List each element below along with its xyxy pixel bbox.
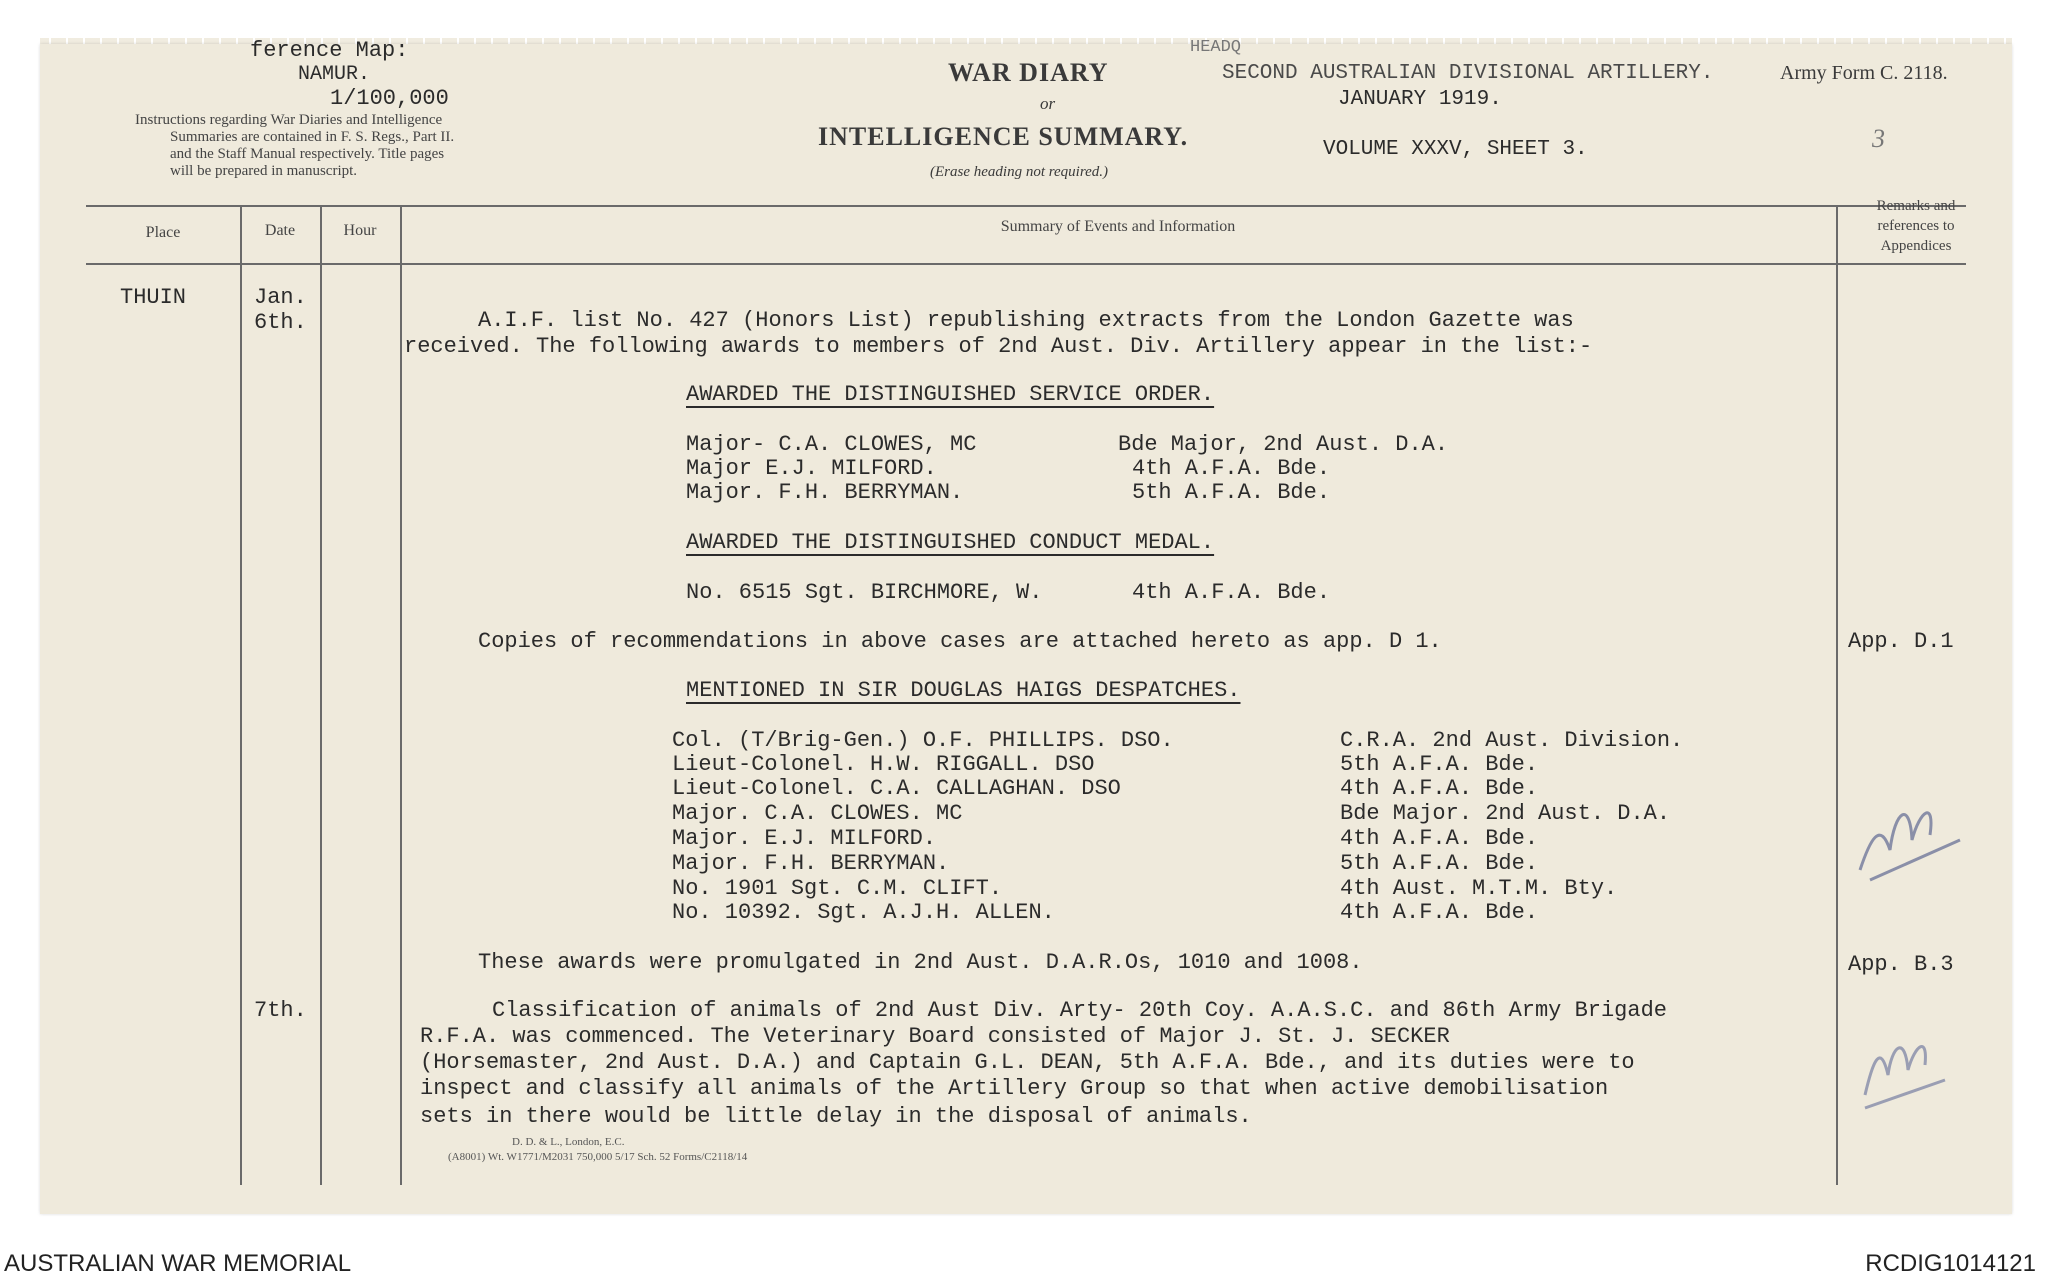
award-unit: 4th A.F.A. Bde. [1132, 456, 1331, 481]
award-unit: C.R.A. 2nd Aust. Division. [1340, 728, 1684, 753]
page-number-handwritten: 3 [1872, 124, 1885, 153]
column-header-remarks: Remarks and [1876, 198, 1956, 214]
award-name: Major. C.A. CLOWES. MC [672, 801, 963, 826]
summary-line: R.F.A. was commenced. The Veterinary Board consisted of Major J. St. J. SECKER [420, 1024, 1450, 1049]
army-form: Army Form C. 2118. [1780, 62, 1948, 84]
remark-reference: App. B.3 [1848, 952, 1954, 977]
award-name: Lieut-Colonel. C.A. CALLAGHAN. DSO [672, 776, 1121, 801]
award-name: No. 10392. Sgt. A.J.H. ALLEN. [672, 900, 1055, 925]
column-header-remarks: Appendices [1880, 238, 1952, 254]
reference-map-label: ference Map: [250, 38, 409, 63]
instructions-line: Instructions regarding War Diaries and Intelligence [135, 112, 443, 128]
award-name: Major. F.H. BERRYMAN. [672, 851, 950, 876]
remark-reference: App. D.1 [1848, 629, 1954, 654]
award-unit: 5th A.F.A. Bde. [1340, 851, 1539, 876]
column-header-hour: Hour [343, 222, 377, 239]
award-name: Major. E.J. MILFORD. [672, 826, 937, 851]
archive-credit: AUSTRALIAN WAR MEMORIAL [4, 1250, 352, 1277]
award-unit: Bde Major, 2nd Aust. D.A. [1118, 432, 1449, 457]
initials-signature [1850, 780, 1970, 900]
printer-imprint: (A8001) Wt. W1771/M2031 750,000 5/17 Sch. 52 Forms/C2118/14 [448, 1151, 748, 1163]
award-unit: Bde Major. 2nd Aust. D.A. [1340, 801, 1671, 826]
headq-mark: HEADQ [1190, 38, 1242, 57]
instructions-line: will be prepared in manuscript. [170, 163, 358, 179]
dso-heading: AWARDED THE DISTINGUISHED SERVICE ORDER. [686, 382, 1215, 407]
summary-line: Classification of animals of 2nd Aust Div. Arty- 20th Coy. A.A.S.C. and 86th Army Brigade [492, 998, 1667, 1023]
summary-line: (Horsemaster, 2nd Aust. D.A.) and Captain G.L. DEAN, 5th A.F.A. Bde., and its duties were to [420, 1050, 1635, 1075]
date-month: Jan. [254, 285, 307, 310]
summary-line: A.I.F. list No. 427 (Honors List) republishing extracts from the London Gazette was [478, 308, 1574, 333]
dcm-heading: AWARDED THE DISTINGUISHED CONDUCT MEDAL. [686, 530, 1215, 555]
archive-id: RCDIG1014121 [1865, 1250, 2036, 1277]
summary-line: Copies of recommendations in above cases are attached hereto as app. D 1. [478, 629, 1442, 654]
award-name: No. 6515 Sgt. BIRCHMORE, W. [686, 580, 1043, 605]
award-name: Major E.J. MILFORD. [686, 456, 937, 481]
column-header-place: Place [145, 224, 181, 241]
instructions-line: and the Staff Manual respectively. Title pages [170, 146, 445, 162]
title-war-diary: WAR DIARY [948, 58, 1109, 87]
award-name: Major- C.A. CLOWES, MC [686, 432, 977, 457]
column-divider [400, 205, 402, 1185]
award-unit: 4th A.F.A. Bde. [1340, 776, 1539, 801]
award-unit: 4th A.F.A. Bde. [1340, 900, 1539, 925]
table-header-rule [86, 263, 1966, 265]
summary-line: These awards were promulgated in 2nd Aust. D.A.R.Os, 1010 and 1008. [478, 950, 1363, 975]
volume-sheet: VOLUME XXXV, SHEET 3. [1323, 138, 1588, 161]
award-name: Col. (T/Brig-Gen.) O.F. PHILLIPS. DSO. [672, 728, 1174, 753]
summary-line: sets in there would be little delay in the disposal of animals. [420, 1104, 1252, 1129]
initials-signature [1850, 1010, 1960, 1120]
column-divider [320, 205, 322, 1185]
mid-heading: MENTIONED IN SIR DOUGLAS HAIGS DESPATCHES. [686, 678, 1241, 703]
title-erase-note: (Erase heading not required.) [930, 164, 1109, 180]
place-cell: THUIN [120, 285, 187, 310]
reference-map-name: NAMUR. [298, 63, 371, 86]
title-or: or [1040, 94, 1056, 113]
award-name: Lieut-Colonel. H.W. RIGGALL. DSO [672, 752, 1095, 777]
summary-line: inspect and classify all animals of the Artillery Group so that when active demobilisation [420, 1076, 1609, 1101]
table-top-rule [86, 205, 1966, 207]
summary-line: received. The following awards to members of 2nd Aust. Div. Artillery appear in the list:- [404, 334, 1593, 359]
award-unit: 5th A.F.A. Bde. [1132, 480, 1331, 505]
award-name: Major. F.H. BERRYMAN. [686, 480, 964, 505]
printer-imprint: D. D. & L., London, E.C. [512, 1136, 625, 1148]
award-name: No. 1901 Sgt. C.M. CLIFT. [672, 876, 1003, 901]
award-unit: 4th A.F.A. Bde. [1340, 826, 1539, 851]
award-unit: 4th Aust. M.T.M. Bty. [1340, 876, 1618, 901]
column-header-remarks: references to [1877, 218, 1955, 234]
column-header-date: Date [264, 222, 296, 239]
column-divider [240, 205, 242, 1185]
unit-name: SECOND AUSTRALIAN DIVISIONAL ARTILLERY. [1222, 62, 1714, 85]
column-divider [1836, 205, 1838, 1185]
award-unit: 5th A.F.A. Bde. [1340, 752, 1539, 777]
instructions-line: Summaries are contained in F. S. Regs., Part II. [170, 129, 455, 145]
award-unit: 4th A.F.A. Bde. [1132, 580, 1331, 605]
reference-map-scale: 1/100,000 [330, 86, 449, 111]
column-header-summary: Summary of Events and Information [1000, 218, 1236, 235]
title-intelligence-summary: INTELLIGENCE SUMMARY. [818, 122, 1189, 151]
date-day: 6th. [254, 310, 307, 335]
date-day: 7th. [254, 998, 307, 1023]
month-year: JANUARY 1919. [1338, 88, 1502, 111]
